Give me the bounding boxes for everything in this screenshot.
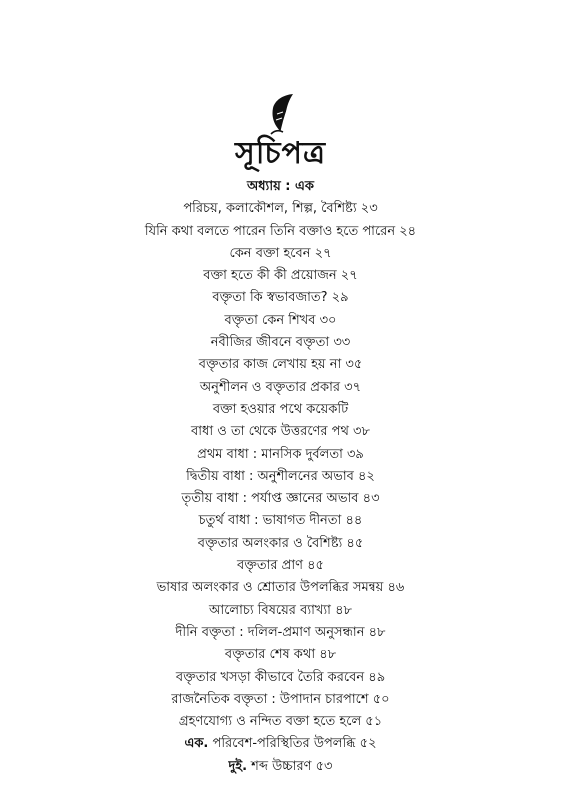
toc-entry-text: বক্তৃতার প্রাণ ৪৫ xyxy=(236,558,324,574)
toc-entry xyxy=(0,689,561,711)
toc-entry-number: দুই. xyxy=(228,758,248,774)
toc-entry xyxy=(0,287,561,309)
toc-entry xyxy=(0,644,561,666)
toc-entry xyxy=(0,488,561,510)
toc-entry-text: বাধা ও তা থেকে উত্তরণের পথ ৩৮ xyxy=(191,424,370,440)
toc-entry-text: তৃতীয় বাধা : পর্যাপ্ত জ্ঞানের অভাব ৪৩ xyxy=(181,491,380,507)
toc-entry-text: বক্তা হতে কী কী প্রয়োজন ২৭ xyxy=(203,268,358,284)
toc-entry-text: রাজনৈতিক বক্তৃতা : উপাদান চারপাশে ৫০ xyxy=(171,691,390,707)
page-title: সূচিপত্র xyxy=(235,136,326,171)
toc-entry xyxy=(0,444,561,466)
toc-entry-text: বক্তৃতার খসড়া কীভাবে তৈরি করবেন ৪৯ xyxy=(175,669,386,685)
toc-entry xyxy=(0,354,561,376)
toc-entry-text: যিনি কথা বলতে পারেন তিনি বক্তাও হতে পারেন ২৪ xyxy=(144,223,417,239)
toc-entry xyxy=(0,399,561,421)
toc-entry xyxy=(0,577,561,599)
toc-entry-text: বক্তৃতার শেষ কথা ৪৮ xyxy=(224,647,337,663)
table-of-contents xyxy=(0,176,561,778)
chapter-heading: অধ্যায় : এক xyxy=(247,179,314,194)
toc-entry-text: বক্তৃতার কাজ লেখায় হয় না ৩৫ xyxy=(198,357,363,373)
toc-entry xyxy=(0,332,561,354)
toc-entry-text: বক্তৃতার অলংকার ও বৈশিষ্ট্য ৪৫ xyxy=(197,535,364,551)
toc-entry xyxy=(0,221,561,243)
toc-entry xyxy=(0,667,561,689)
toc-entry xyxy=(0,243,561,265)
toc-entry xyxy=(0,622,561,644)
toc-entry xyxy=(0,600,561,622)
toc-entry xyxy=(0,265,561,287)
toc-entry-text: প্রথম বাধা : মানসিক দুর্বলতা ৩৯ xyxy=(197,446,364,462)
toc-entry-text: বক্তৃতা কেন শিখব ৩০ xyxy=(224,312,337,328)
toc-entry xyxy=(0,733,561,755)
toc-entry xyxy=(0,555,561,577)
toc-entry xyxy=(0,533,561,555)
toc-entry-text: দীনি বক্তৃতা : দলিল-প্রমাণ অনুসন্ধান ৪৮ xyxy=(175,624,386,640)
toc-entry-text: গ্রহণযোগ্য ও নন্দিত বক্তা হতে হলে ৫১ xyxy=(178,714,383,730)
toc-entry xyxy=(0,466,561,488)
toc-entry-text: বক্তা হওয়ার পথে কয়েকটি xyxy=(212,401,349,417)
toc-entry-text: শব্দ উচ্চারণ ৫৩ xyxy=(251,758,333,774)
toc-entry-text: নবীজির জীবনে বক্তৃতা ৩৩ xyxy=(210,335,351,351)
toc-entry-text: দ্বিতীয় বাধা : অনুশীলনের অভাব ৪২ xyxy=(186,468,375,484)
toc-entry-number: এক. xyxy=(184,736,209,752)
toc-entry-text: পরিবেশ-পরিস্থিতির উপলব্ধি ৫২ xyxy=(212,736,377,752)
toc-entry xyxy=(0,756,561,778)
toc-entry-text: পরিচয়, কলাকৌশল, শিল্প, বৈশিষ্ট্য ২৩ xyxy=(183,201,378,217)
page-header xyxy=(0,92,561,172)
toc-entry-text: চতুর্থ বাধা : ভাষাগত দীনতা ৪৪ xyxy=(198,513,363,529)
toc-entry-text: কেন বক্তা হবেন ২৭ xyxy=(229,245,332,261)
toc-entry xyxy=(0,310,561,332)
toc-entry-text: আলোচ্য বিষয়ের ব্যাখ্যা ৪৮ xyxy=(209,602,352,618)
toc-entry xyxy=(0,510,561,532)
toc-entry xyxy=(0,421,561,443)
toc-entry-text: বক্তৃতা কি স্বভাবজাত? ২৯ xyxy=(212,290,349,306)
toc-entry-text: অনুশীলন ও বক্তৃতার প্রকার ৩৭ xyxy=(199,379,362,395)
toc-entry-text: ভাষার অলংকার ও শ্রোতার উপলব্ধির সমন্বয় ৪৬ xyxy=(156,580,405,596)
toc-entry xyxy=(0,711,561,733)
toc-entry xyxy=(0,377,561,399)
toc-entry xyxy=(0,198,561,220)
quill-pen-icon xyxy=(253,92,309,136)
